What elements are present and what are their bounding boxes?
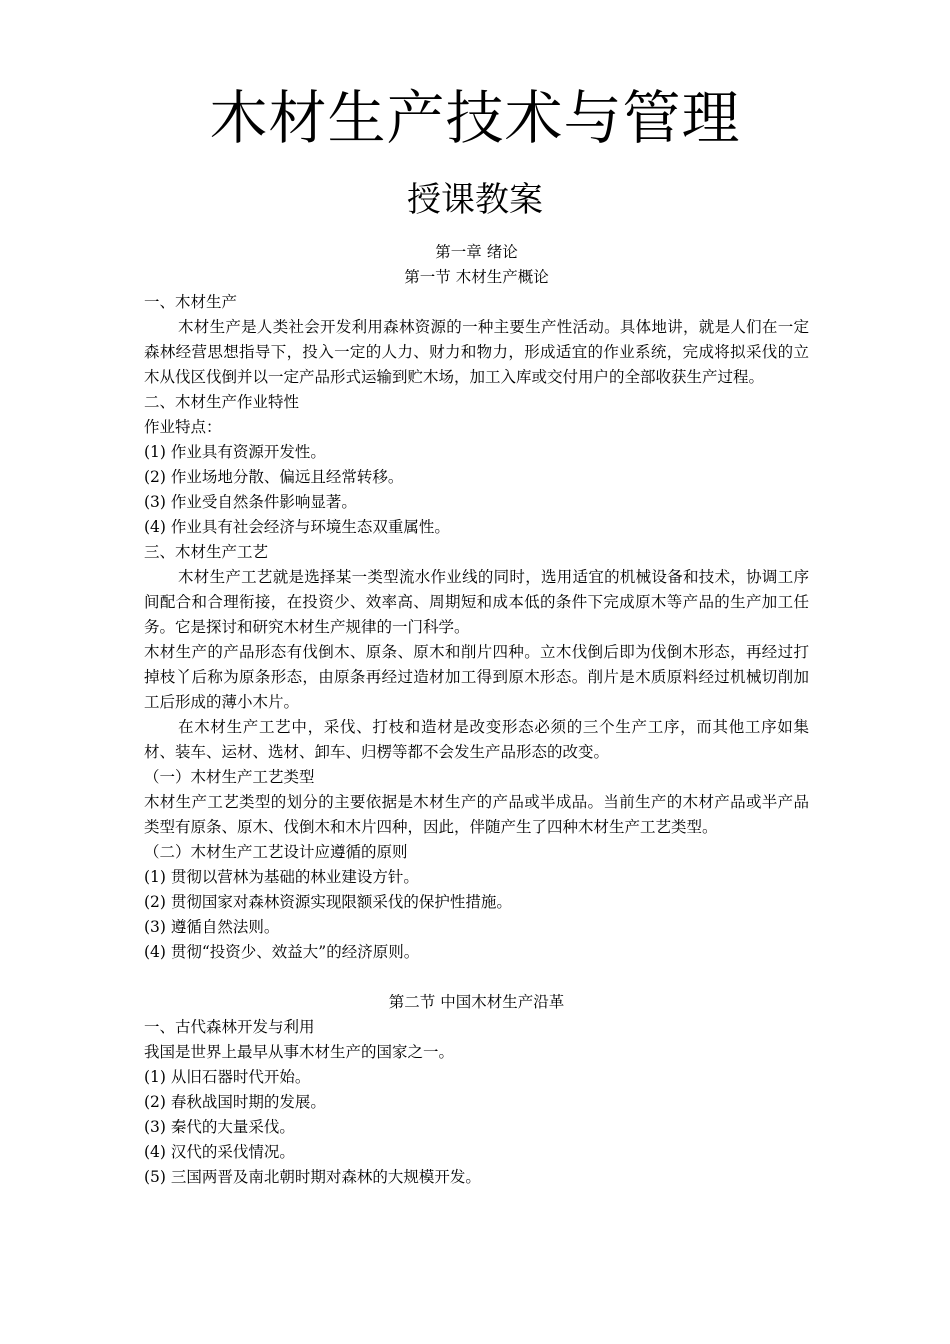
paragraph: 在木材生产工艺中，采伐、打枝和造材是改变形态必须的三个生产工序，而其他工序如集材、装车、运材、选材、卸车、归楞等都不会发生产品形态的改变。 — [144, 718, 809, 761]
list-item: (1) 贯彻以营林为基础的林业建设方针。 — [144, 868, 419, 886]
subheading: （一）木材生产工艺类型 — [144, 768, 315, 786]
list-item: (2) 贯彻国家对森林资源实现限额采伐的保护性措施。 — [144, 893, 512, 911]
section-heading: 第二节 中国木材生产沿革 — [388, 993, 565, 1011]
subheading: 一、木材生产 — [144, 293, 238, 311]
list-item: (5) 三国两晋及南北朝时期对森林的大规模开发。 — [144, 1168, 481, 1186]
chapter-heading: 第一章 绪论 — [435, 243, 518, 261]
list-item: (2) 作业场地分散、偏远且经常转移。 — [144, 468, 404, 486]
section-heading: 第一节 木材生产概论 — [404, 268, 549, 286]
list-item: (3) 秦代的大量采伐。 — [144, 1118, 295, 1136]
paragraph: 木材生产工艺类型的划分的主要依据是木材生产的产品或半成品。当前生产的木材产品或半产品类型有原条、原木、伐倒木和木片四种，因此，伴随产生了四种木材生产工艺类型。 — [144, 793, 809, 836]
document-title: 木材生产技术与管理 — [209, 84, 741, 152]
list-item: (4) 汉代的采伐情况。 — [144, 1143, 295, 1161]
list-item: (3) 作业受自然条件影响显著。 — [144, 493, 357, 511]
paragraph: 我国是世界上最早从事木材生产的国家之一。 — [144, 1043, 455, 1061]
paragraph: 木材生产工艺就是选择某一类型流水作业线的同时，选用适宜的机械设备和技术，协调工序间配合和合理衔接，在投资少、效率高、周期短和成本低的条件下完成原木等产品的生产加工任务。它是探讨和研究木材生产规律的一门科学。 — [144, 568, 809, 636]
list-item: (2) 春秋战国时期的发展。 — [144, 1093, 326, 1111]
subheading: （二）木材生产工艺设计应遵循的原则 — [144, 843, 408, 861]
document-subtitle: 授课教案 — [407, 180, 543, 220]
subheading: 三、木材生产工艺 — [144, 543, 269, 561]
list-item: (4) 作业具有社会经济与环境生态双重属性。 — [144, 518, 450, 536]
subheading: 一、古代森林开发与利用 — [144, 1018, 315, 1036]
paragraph: 木材生产的产品形态有伐倒木、原条、原木和削片四种。立木伐倒后即为伐倒木形态，再经过打掉枝丫后称为原条形态，由原条再经过造材加工得到原木形态。削片是木质原料经过机械切削加工后形成的薄小木片。 — [144, 643, 809, 711]
spacer — [144, 965, 809, 990]
list-item: (3) 遵循自然法则。 — [144, 918, 280, 936]
paragraph: 木材生产是人类社会开发利用森林资源的一种主要生产性活动。具体地讲，就是人们在一定森林经营思想指导下，投入一定的人力、财力和物力，形成适宜的作业系统，完成将拟采伐的立木从伐区伐倒并以一定产品形式运输到贮木场，加工入库或交付用户的全部收获生产过程。 — [144, 318, 809, 386]
list-item: (4) 贯彻“投资少、效益大”的经济原则。 — [144, 943, 420, 961]
list-item: (1) 从旧石器时代开始。 — [144, 1068, 311, 1086]
subheading: 二、木材生产作业特性 — [144, 393, 300, 411]
list-item: (1) 作业具有资源开发性。 — [144, 443, 326, 461]
document-body — [144, 240, 809, 1190]
list-label: 作业特点： — [144, 418, 222, 436]
